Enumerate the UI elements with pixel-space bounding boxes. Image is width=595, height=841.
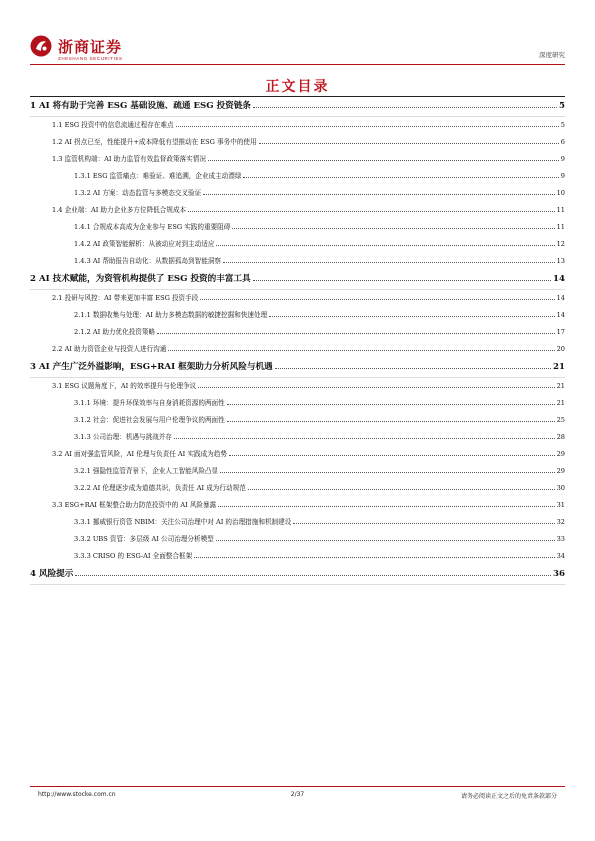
toc-entry-title: 3.3 ESG+RAI 框架整合助力防范投资中的 AI 风险暴露 bbox=[52, 501, 217, 509]
toc-leader-dots bbox=[216, 536, 555, 541]
toc-leader-dots bbox=[203, 190, 554, 195]
toc-entry-page: 21 bbox=[553, 362, 565, 372]
toc-entry[interactable] bbox=[30, 531, 565, 548]
toc-entry[interactable] bbox=[30, 219, 565, 236]
toc-entry[interactable] bbox=[30, 565, 565, 585]
toc-entry-page: 30 bbox=[556, 484, 565, 492]
toc-leader-dots bbox=[188, 207, 554, 212]
toc-entry-page: 34 bbox=[556, 552, 565, 560]
toc-entry-page: 6 bbox=[560, 138, 565, 146]
toc-leader-dots bbox=[168, 346, 554, 351]
toc-entry-title: 3.1.2 社会：促进社会发展与用户伦理争议的两面性 bbox=[74, 416, 225, 424]
header-divider bbox=[30, 64, 565, 65]
toc-entry[interactable] bbox=[30, 341, 565, 358]
toc-leader-dots bbox=[243, 173, 558, 178]
toc-entry-page: 25 bbox=[556, 416, 565, 424]
toc-leader-dots bbox=[227, 400, 555, 405]
toc-entry-page: 36 bbox=[553, 569, 565, 579]
footer-disclaimer: 请务必阅读正文之后的免责条款部分 bbox=[460, 793, 557, 800]
page-number: 2/37 bbox=[290, 791, 305, 798]
toc-leader-dots bbox=[269, 312, 554, 317]
toc-entry-page: 14 bbox=[556, 311, 565, 319]
toc-entry[interactable] bbox=[30, 185, 565, 202]
toc-entry-page: 17 bbox=[556, 328, 565, 336]
toc-entry[interactable] bbox=[30, 97, 565, 117]
toc-leader-dots bbox=[229, 451, 555, 456]
toc-entry-page: 29 bbox=[556, 467, 565, 475]
toc-leader-dots bbox=[232, 224, 554, 229]
toc-entry-title: 3.1.3 公司治理：机遇与挑战并存 bbox=[74, 433, 172, 441]
toc-entry-page: 12 bbox=[556, 240, 565, 248]
footer-divider bbox=[30, 786, 565, 787]
brand-name: 浙商证券 bbox=[58, 38, 123, 56]
toc-leader-dots bbox=[248, 485, 555, 490]
toc-entry-page: 21 bbox=[556, 399, 565, 407]
toc-entry-page: 9 bbox=[560, 172, 565, 180]
toc-leader-dots bbox=[208, 156, 559, 161]
toc-entry-title: 2.1.1 数据收集与处理：AI 助力多模态数据的敏捷挖掘和快速处理 bbox=[74, 311, 268, 319]
toc-entry-title: 3.2 AI 面对强监管风险，AI 伦理与负责任 AI 实践成为趋势 bbox=[52, 450, 227, 458]
toc-entry-title: 1.3 监管机构端：AI 助力监管有效监督政策落实情况 bbox=[52, 155, 206, 163]
toc-entry-title: 3 AI 产生广泛外溢影响，ESG+RAI 框架助力分析风险与机遇 bbox=[30, 362, 273, 372]
toc-entry-page: 14 bbox=[553, 274, 565, 284]
toc-entry-page: 29 bbox=[556, 450, 565, 458]
toc-entry[interactable] bbox=[30, 463, 565, 480]
toc-leader-dots bbox=[220, 468, 554, 473]
brand-name-en: ZHESHANG SECURITIES bbox=[58, 56, 123, 61]
toc-entry[interactable] bbox=[30, 446, 565, 463]
table-of-contents bbox=[30, 96, 565, 585]
toc-entry-page: 5 bbox=[560, 121, 565, 129]
toc-leader-dots bbox=[75, 570, 551, 576]
toc-entry-page: 20 bbox=[556, 345, 565, 353]
footer-url[interactable]: http://www.stocke.com.cn bbox=[38, 791, 116, 798]
toc-entry[interactable] bbox=[30, 270, 565, 290]
toc-leader-dots bbox=[198, 383, 554, 388]
toc-leader-dots bbox=[174, 434, 555, 439]
toc-leader-dots bbox=[194, 553, 554, 558]
toc-entry-title: 2.2 AI 助力资管企业与投资人进行沟通 bbox=[52, 345, 167, 353]
toc-leader-dots bbox=[293, 519, 554, 524]
toc-entry-page: 13 bbox=[556, 257, 565, 265]
toc-leader-dots bbox=[275, 363, 551, 369]
toc-entry[interactable] bbox=[30, 324, 565, 341]
toc-entry[interactable] bbox=[30, 395, 565, 412]
toc-entry-page: 21 bbox=[556, 382, 565, 390]
toc-entry-title: 3.1 ESG 议题角度下，AI 的效率提升与伦理争议 bbox=[52, 382, 197, 390]
toc-entry-title: 3.1.1 环境：提升环保效率与自身消耗资源的两面性 bbox=[74, 399, 225, 407]
toc-entry-title: 1.3.1 ESG 监管痛点：难验证、难追溯，企业成主动漂绿 bbox=[74, 172, 242, 180]
toc-entry[interactable] bbox=[30, 202, 565, 219]
toc-entry-title: 3.2.2 AI 伦理逐步成为道德共识，负责任 AI 成为行动规范 bbox=[74, 484, 246, 492]
toc-entry-title: 3.2.1 强隐性监管背景下，企业人工智能风险凸显 bbox=[74, 467, 219, 475]
toc-entry[interactable] bbox=[30, 290, 565, 307]
toc-entry[interactable] bbox=[30, 497, 565, 514]
toc-entry-page: 32 bbox=[556, 518, 565, 526]
toc-leader-dots bbox=[259, 139, 559, 144]
toc-entry[interactable] bbox=[30, 412, 565, 429]
toc-entry[interactable] bbox=[30, 117, 565, 134]
toc-entry-title: 2 AI 技术赋能，为资管机构提供了 ESG 投资的丰富工具 bbox=[30, 274, 251, 284]
toc-entry-page: 11 bbox=[556, 206, 565, 214]
toc-entry-title: 3.3.2 UBS 资管：多层级 AI 公司治理分析模型 bbox=[74, 535, 214, 543]
toc-entry-page: 5 bbox=[559, 101, 565, 111]
toc-entry-title: 1.4.3 AI 帮助报告自动化：从数据孤岛到智能洞察 bbox=[74, 257, 222, 265]
toc-entry-title: 1.4.1 合规成本高成为企业参与 ESG 实践的重要阻碍 bbox=[74, 223, 231, 231]
toc-entry-page: 31 bbox=[556, 501, 565, 509]
toc-entry-title: 1.3.2 AI 方案：动态监管与多模态交叉验证 bbox=[74, 189, 202, 197]
toc-entry-page: 28 bbox=[556, 433, 565, 441]
toc-entry[interactable] bbox=[30, 134, 565, 151]
toc-entry[interactable] bbox=[30, 548, 565, 565]
toc-leader-dots bbox=[157, 329, 555, 334]
toc-leader-dots bbox=[200, 295, 554, 300]
toc-entry[interactable] bbox=[30, 429, 565, 446]
toc-entry-title: 1.2 AI 拐点已至，性能提升+成本降低有望推动在 ESG 事务中的使用 bbox=[52, 138, 257, 146]
toc-entry-title: 1.1 ESG 投资中的信息流通过程存在难点 bbox=[52, 121, 174, 129]
toc-entry[interactable] bbox=[30, 378, 565, 395]
report-type: 深度研究 bbox=[539, 51, 565, 59]
toc-entry-title: 2.1 投研与风控：AI 带来更加丰富 ESG 投资手段 bbox=[52, 294, 199, 302]
toc-entry-page: 33 bbox=[556, 535, 565, 543]
toc-entry[interactable] bbox=[30, 514, 565, 531]
toc-entry-title: 2.1.2 AI 助力优化投资策略 bbox=[74, 328, 156, 336]
toc-leader-dots bbox=[253, 102, 557, 108]
toc-entry-page: 9 bbox=[560, 155, 565, 163]
toc-entry-title: 1 AI 将有助于完善 ESG 基础设施、疏通 ESG 投资链条 bbox=[30, 101, 251, 111]
toc-entry-title: 4 风险提示 bbox=[30, 569, 74, 579]
brand-logo-icon bbox=[30, 34, 52, 58]
toc-entry-title: 1.4 企业端：AI 助力企业多方位降低合规成本 bbox=[52, 206, 187, 214]
toc-entry-page: 10 bbox=[556, 189, 565, 197]
toc-entry-page: 14 bbox=[556, 294, 565, 302]
toc-entry-title: 3.3.3 CRISO 的 ESG-AI 全面整合框架 bbox=[74, 552, 193, 560]
page-title: 正文目录 bbox=[265, 79, 330, 95]
toc-entry[interactable] bbox=[30, 168, 565, 185]
toc-leader-dots bbox=[218, 502, 554, 507]
toc-entry[interactable] bbox=[30, 236, 565, 253]
toc-entry[interactable] bbox=[30, 307, 565, 324]
toc-leader-dots bbox=[223, 258, 555, 263]
toc-leader-dots bbox=[216, 241, 554, 246]
toc-entry[interactable] bbox=[30, 151, 565, 168]
toc-entry-title: 3.3.1 挪威银行资管 NBIM：关注公司治理中对 AI 的治理措施和机制建设 bbox=[74, 518, 292, 526]
toc-leader-dots bbox=[227, 417, 555, 422]
toc-entry[interactable] bbox=[30, 358, 565, 378]
toc-entry[interactable] bbox=[30, 480, 565, 497]
toc-leader-dots bbox=[253, 275, 551, 281]
toc-entry-title: 1.4.2 AI 政策智能解析：从被动应对到主动适应 bbox=[74, 240, 215, 248]
toc-entry[interactable] bbox=[30, 253, 565, 270]
toc-entry-page: 11 bbox=[556, 223, 565, 231]
toc-leader-dots bbox=[176, 122, 559, 127]
